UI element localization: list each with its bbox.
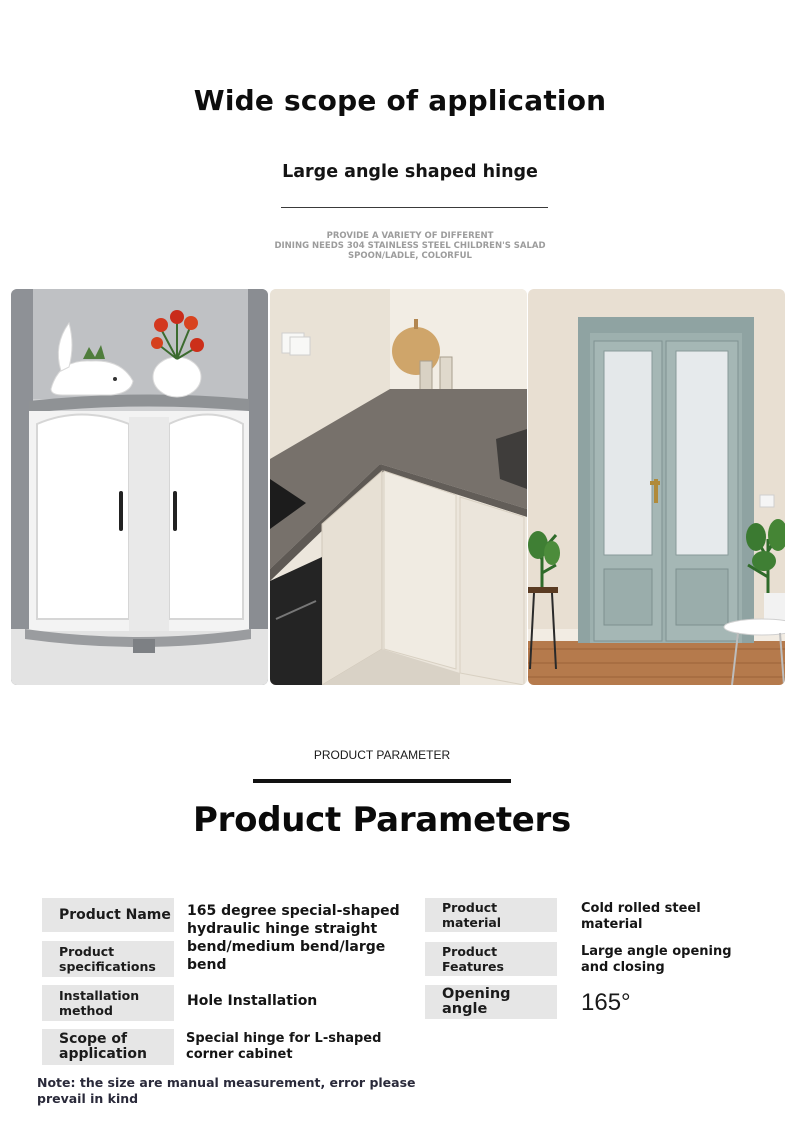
section-title: Wide scope of application xyxy=(193,84,607,117)
tagline-line: PROVIDE A VARIETY OF DIFFERENT xyxy=(326,231,494,241)
measurement-note: Note: the size are manual measurement, error please prevail in kind xyxy=(37,1075,416,1106)
param-label-material: Product material xyxy=(425,898,557,932)
param-label-angle: Opening angle xyxy=(425,985,557,1019)
params-divider xyxy=(253,779,511,783)
param-label-product-name: Product Name xyxy=(42,898,174,932)
param-label-specifications: Product specifications xyxy=(42,941,174,977)
param-value-installation: Hole Installation xyxy=(187,993,318,1009)
tagline-line: DINING NEEDS 304 STAINLESS STEEL CHILDREN'S SALAD xyxy=(274,241,546,251)
param-value-product-name: 165 degree special-shaped hydraulic hinge straight bend/medium bend/large bend xyxy=(187,903,400,973)
tagline-line: SPOON/LADLE, COLORFUL xyxy=(348,251,472,261)
param-label-features: Product Features xyxy=(425,942,557,976)
double-door-photo xyxy=(528,289,785,685)
param-label-scope: Scope of application xyxy=(42,1029,174,1065)
tagline xyxy=(250,231,570,261)
corner-cabinet-photo xyxy=(11,289,268,685)
params-heading: Product Parameters xyxy=(193,800,571,840)
param-value-scope: Special hinge for L-shaped corner cabinet xyxy=(186,1031,382,1062)
param-value-angle: 165° xyxy=(581,989,631,1016)
param-value-material: Cold rolled steel material xyxy=(581,901,701,932)
param-label-installation: Installation method xyxy=(42,985,174,1021)
params-small-heading: PRODUCT PARAMETER xyxy=(313,748,451,762)
kitchen-corner-photo xyxy=(270,289,527,685)
param-value-features: Large angle opening and closing xyxy=(581,944,732,975)
title-divider xyxy=(281,207,548,208)
section-subtitle: Large angle shaped hinge xyxy=(282,162,538,182)
